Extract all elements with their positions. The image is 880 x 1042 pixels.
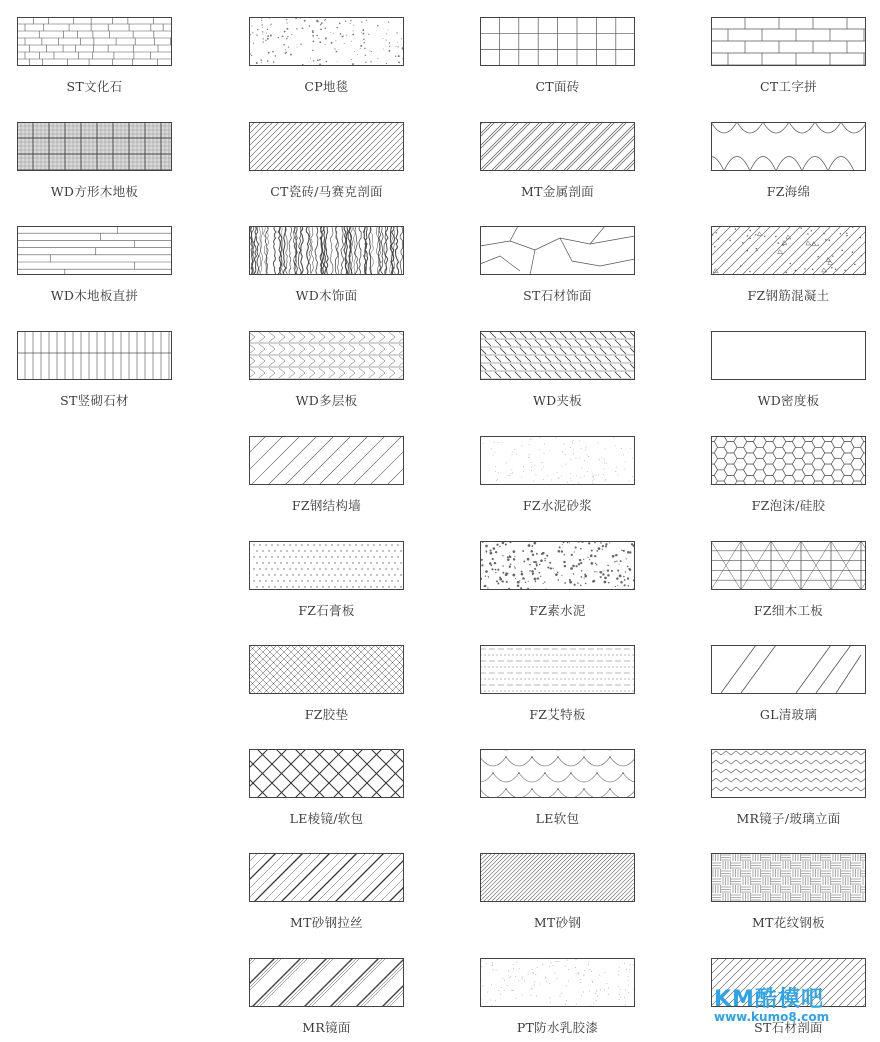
swatch-label: MR镜子/玻璃立面 xyxy=(736,811,841,826)
swatch-label: FZ钢筋混凝土 xyxy=(747,288,830,303)
hatch-sample-diagonal-fine xyxy=(249,122,404,171)
watermark-url: www.kumo8.com xyxy=(714,1010,830,1024)
swatch-label: WD夹板 xyxy=(532,393,583,408)
swatch-label: GL清玻璃 xyxy=(759,707,818,722)
swatch-label: ST竖砌石材 xyxy=(60,393,129,408)
hatch-sample-dots-grid xyxy=(249,541,404,590)
swatch-label: FZ艾特板 xyxy=(529,707,586,722)
swatch-label: MT砂钢 xyxy=(533,915,582,930)
hatch-sample-herringbone xyxy=(249,331,404,380)
swatch-label: FZ石膏板 xyxy=(298,603,355,618)
watermark-logo xyxy=(714,982,864,1034)
hatch-sample-plank-horizontal xyxy=(17,226,172,275)
swatch-label: WD木饰面 xyxy=(295,288,358,303)
hatch-sample-blank xyxy=(711,331,866,380)
hatch-sample-stone-brick xyxy=(17,17,172,66)
swatch-label: MT砂钢拉丝 xyxy=(290,915,363,930)
hatch-sample-diagonal-dense xyxy=(480,853,635,902)
hatch-sample-hexagon xyxy=(711,436,866,485)
hatch-sample-vertical-stack xyxy=(17,331,172,380)
hatch-sample-grid-large xyxy=(480,17,635,66)
hatch-sample-brushed-steel xyxy=(249,853,404,902)
swatch-label: FZ钢结构墙 xyxy=(291,498,362,513)
hatch-sample-speckle-heavy xyxy=(480,541,635,590)
swatch-label: MT花纹钢板 xyxy=(752,915,825,930)
swatch-label: FZ素水泥 xyxy=(529,603,586,618)
hatch-sample-diagonal-double xyxy=(480,122,635,171)
swatch-label: WD密度板 xyxy=(757,393,820,408)
hatch-sample-dashed-lines xyxy=(480,645,635,694)
swatch-label: CT瓷砖/马赛克剖面 xyxy=(270,184,383,199)
hatch-sample-diagonal-sparse xyxy=(249,436,404,485)
hatch-sample-grid-dense xyxy=(17,122,172,171)
swatch-label: FZ胶垫 xyxy=(304,707,349,722)
swatch-label: WD多层板 xyxy=(295,393,358,408)
hatch-sample-diamond xyxy=(249,749,404,798)
swatch-label: FZ海绵 xyxy=(766,184,811,199)
hatch-sample-stone-veins xyxy=(480,226,635,275)
hatch-sample-speckle xyxy=(249,17,404,66)
swatch-label: CT工字拼 xyxy=(760,79,817,94)
swatch-label: ST文化石 xyxy=(66,79,123,94)
hatch-sample-plywood xyxy=(480,331,635,380)
swatch-label: FZ细木工板 xyxy=(753,603,824,618)
hatch-sample-zigzag xyxy=(711,749,866,798)
swatch-label: MT金属剖面 xyxy=(521,184,594,199)
hatch-sample-basketweave xyxy=(711,853,866,902)
watermark-brand: KM酷模吧 xyxy=(714,987,824,1012)
swatch-label: FZ水泥砂浆 xyxy=(522,498,593,513)
hatch-sample-dots-fine xyxy=(480,958,635,1007)
swatch-label: ST石材剖面 xyxy=(754,1020,823,1035)
hatch-sample-mirror xyxy=(249,958,404,1007)
hatch-sample-dots-light xyxy=(480,436,635,485)
hatch-sample-crossed-boards xyxy=(711,541,866,590)
swatch-label: WD木地板直拼 xyxy=(50,288,139,303)
swatch-label: LE棱镜/软包 xyxy=(289,811,364,826)
hatch-sample-brick-running xyxy=(711,17,866,66)
swatch-label: ST石材饰面 xyxy=(523,288,592,303)
swatch-label: WD方形木地板 xyxy=(50,184,139,199)
hatch-sample-wood-grain xyxy=(249,226,404,275)
swatch-label: PT防水乳胶漆 xyxy=(516,1020,599,1035)
swatch-label: CP地毯 xyxy=(304,79,349,94)
hatch-sample-concrete-rebar xyxy=(711,226,866,275)
hatch-sample-crosshatch-fine xyxy=(249,645,404,694)
hatch-sample-scallop xyxy=(480,749,635,798)
swatch-label: CT面砖 xyxy=(535,79,580,94)
hatch-sample-glass xyxy=(711,645,866,694)
hatch-sample-sponge xyxy=(711,122,866,171)
swatch-label: LE软包 xyxy=(535,811,580,826)
swatch-label: FZ泡沫/硅胶 xyxy=(751,498,826,513)
swatch-label: MR镜面 xyxy=(302,1020,351,1035)
